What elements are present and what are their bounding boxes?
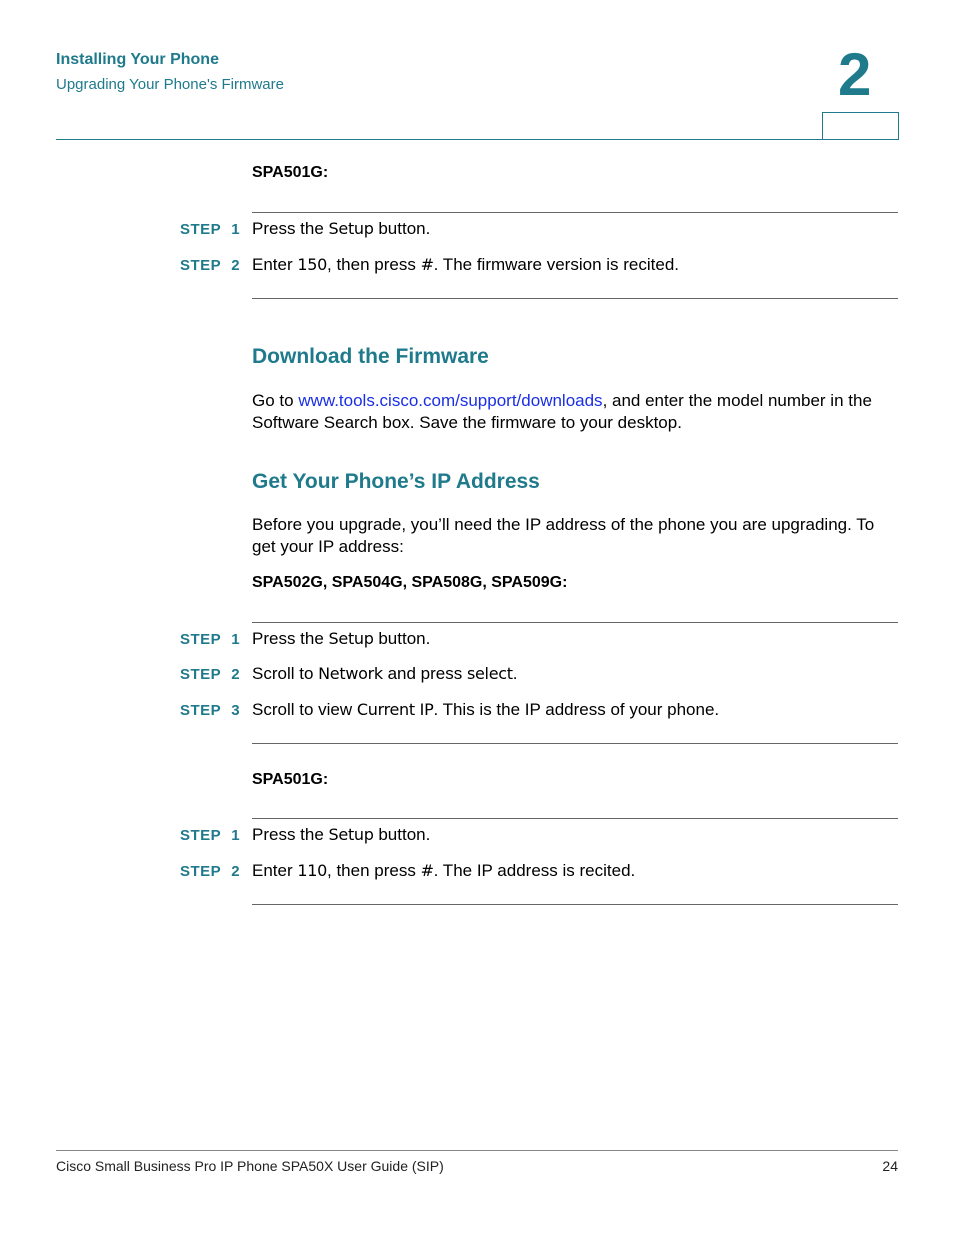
header-divider: [56, 139, 898, 140]
ui-key: Setup: [328, 219, 374, 238]
step-label: STEP 2: [180, 666, 241, 683]
ui-key: Setup: [328, 825, 374, 844]
chapter-tab-box: [822, 112, 899, 140]
ui-key: #: [420, 861, 434, 880]
model-heading: SPA501G:: [252, 771, 329, 788]
step-table-bottom-rule: [252, 904, 898, 905]
step-text: Press the Setup button.: [252, 825, 431, 844]
ip-intro-paragraph: Before you upgrade, you’ll need the IP address of the phone you are upgrading. To get your IP address:: [252, 515, 875, 556]
download-paragraph: Go to www.tools.cisco.com/support/downloads, and enter the model number in the Software Search box. Save the firmware to your desktop.: [252, 391, 872, 432]
model-heading: SPA502G, SPA504G, SPA508G, SPA509G:: [252, 574, 568, 591]
section-title: Upgrading Your Phone's Firmware: [56, 76, 284, 93]
step-text: Press the Setup button.: [252, 629, 431, 648]
page-number: 24: [882, 1158, 898, 1174]
step-label: STEP 1: [180, 631, 241, 648]
step-label: STEP 1: [180, 221, 241, 238]
step-text: Enter 150, then press #. The firmware version is recited.: [252, 255, 679, 274]
step-table-top-rule: [252, 818, 898, 819]
step-table-top-rule: [252, 622, 898, 623]
footer-divider: [56, 1150, 898, 1151]
ui-key: 110: [297, 861, 327, 880]
step-label: STEP 1: [180, 827, 241, 844]
footer-title: Cisco Small Business Pro IP Phone SPA50X User Guide (SIP): [56, 1158, 444, 1174]
ui-key: Network: [318, 664, 383, 683]
ui-key: 150: [297, 255, 327, 274]
step-text: Scroll to Network and press select.: [252, 664, 518, 683]
ui-key: select: [466, 664, 513, 683]
step-table-bottom-rule: [252, 298, 898, 299]
step-text: Enter 110, then press #. The IP address is recited.: [252, 861, 636, 880]
chapter-number: 2: [838, 41, 872, 108]
ui-key: Current IP: [356, 700, 434, 719]
chapter-title: Installing Your Phone: [56, 51, 219, 68]
download-heading: Download the Firmware: [252, 345, 489, 368]
step-table-top-rule: [252, 212, 898, 213]
step-text: Press the Setup button.: [252, 219, 431, 238]
step-label: STEP 3: [180, 702, 241, 719]
ip-heading: Get Your Phone’s IP Address: [252, 470, 540, 493]
step-text: Scroll to view Current IP. This is the IP address of your phone.: [252, 700, 720, 719]
step-table-bottom-rule: [252, 743, 898, 744]
model-heading: SPA501G:: [252, 164, 329, 181]
ui-key: Setup: [328, 629, 374, 648]
downloads-link[interactable]: www.tools.cisco.com/support/downloads: [298, 391, 603, 410]
step-label: STEP 2: [180, 257, 241, 274]
step-label: STEP 2: [180, 863, 241, 880]
ui-key: #: [420, 255, 434, 274]
